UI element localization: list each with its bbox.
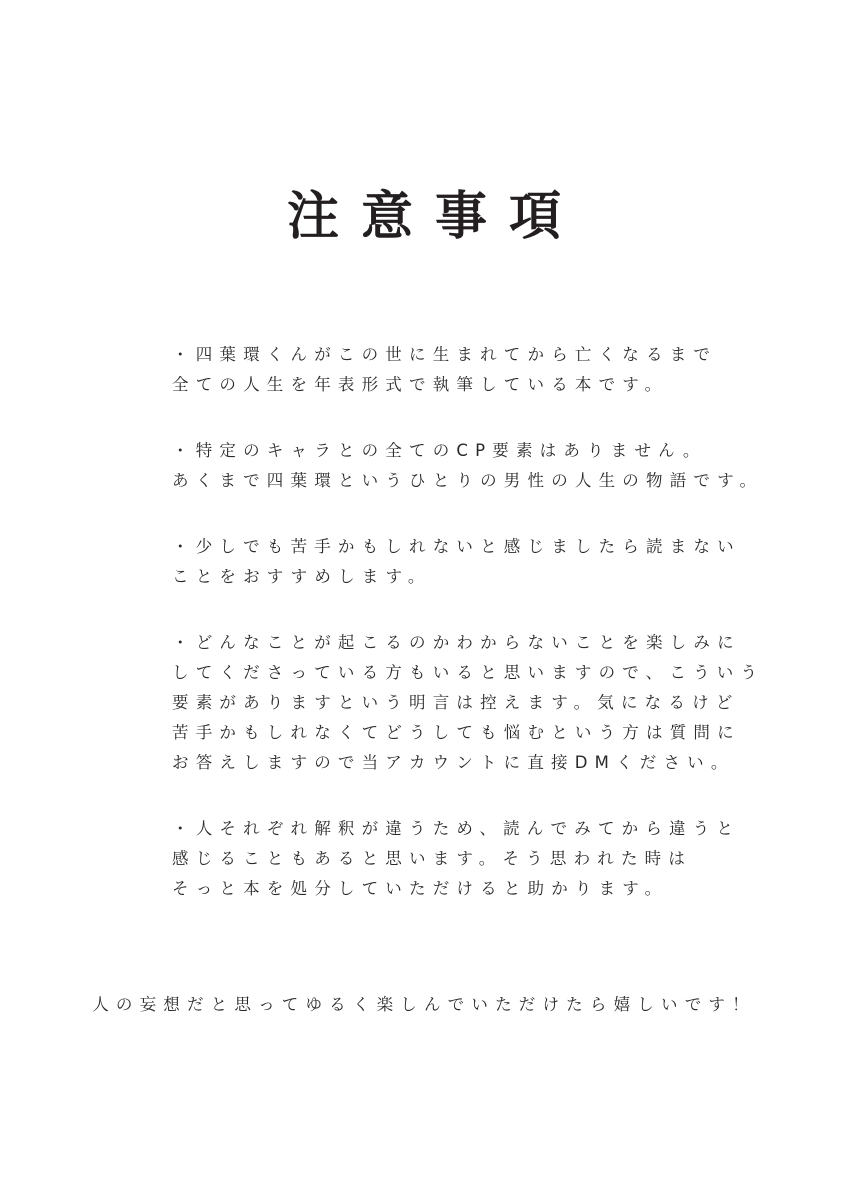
page-title: 注意事項 — [286, 187, 583, 247]
note-line: ・特定のキャラとの全てのCP要素はありません。 — [172, 441, 707, 460]
note-line: 苦手かもしれなくてどうしても悩むという方は質問に — [172, 723, 741, 742]
note-line: ・人それぞれ解釈が違うため、読んでみてから違うと — [172, 819, 741, 838]
note-line: ・少しでも苦手かもしれないと感じましたら読まない — [172, 537, 741, 556]
note-line: 全ての人生を年表形式で執筆している本です。 — [172, 375, 669, 394]
note-line: してくださっている方もいると思いますので、こういう — [172, 663, 765, 682]
note-line: ことをおすすめします。 — [172, 567, 432, 586]
note-line: そっと本を処分していただけると助かります。 — [172, 879, 669, 898]
note-line: ・四葉環くんがこの世に生まれてから亡くなるまで — [172, 345, 718, 364]
note-item — [172, 814, 772, 904]
note-line: ・どんなことが起こるのかわからないことを楽しみに — [172, 633, 741, 652]
note-item — [172, 340, 772, 400]
note-line: あくまで四葉環というひとりの男性の人生の物語です。 — [172, 471, 764, 490]
note-item — [172, 628, 772, 778]
note-item — [172, 532, 772, 592]
note-item — [172, 436, 772, 496]
note-line: 感じることもあると思います。そう思われた時は — [172, 849, 693, 868]
note-line: 要素がありますという明言は控えます。気になるけど — [172, 693, 740, 712]
closing-message: 人の妄想だと思ってゆるく楽しんでいただけたら嬉しいです！ — [92, 995, 756, 1014]
note-line: お答えしますので当アカウントに直接DMください。 — [172, 753, 735, 772]
notes-list — [172, 340, 772, 940]
